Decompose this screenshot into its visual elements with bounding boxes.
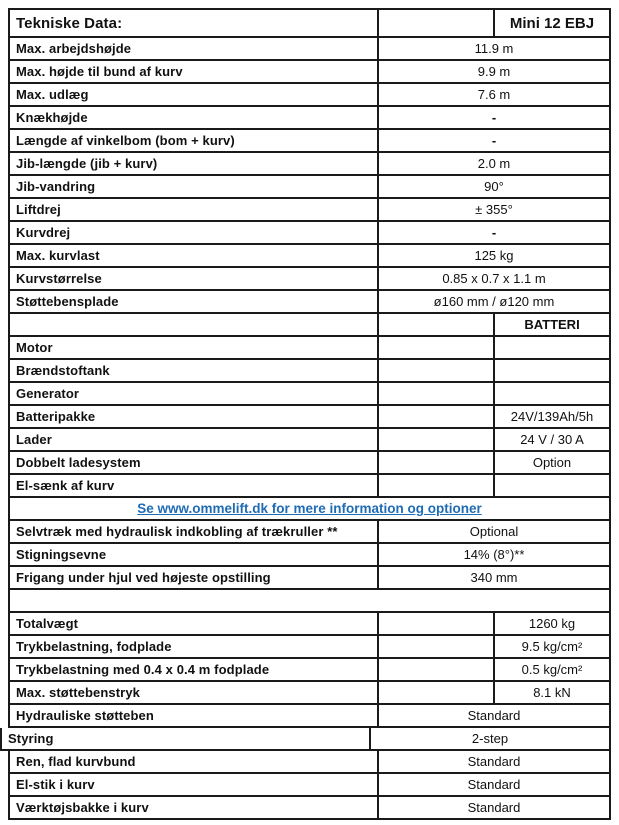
row-value: Option [493,452,609,473]
row-label: Hydrauliske støtteben [16,708,154,723]
row-label: Kurvstørrelse [16,271,102,286]
row-value: Standard [377,774,609,795]
row-label: Max. udlæg [16,87,89,102]
header-spacer-cell [377,10,493,36]
row-label: El-sænk af kurv [16,478,115,493]
table-row [8,176,611,199]
row-value: 14% (8°)** [377,544,609,565]
technical-data-table [8,8,611,820]
row-value: 0.5 kg/cm² [493,659,609,680]
row-label: Trykbelastning, fodplade [16,639,172,654]
model-name: Mini 12 EBJ [493,10,609,36]
row-label: Max. højde til bund af kurv [16,64,183,79]
row-value: Optional [377,521,609,542]
row-label: Værktøjsbakke i kurv [16,800,149,815]
table-row [8,521,611,544]
row-spacer-cell [377,613,493,634]
table-row [8,291,611,314]
row-value: - [377,222,609,243]
table-row [8,567,611,590]
table-row [8,10,611,38]
row-spacer-cell [377,452,493,473]
row-label: Totalvægt [16,616,79,631]
row-value [493,475,609,496]
table-row [8,199,611,222]
table-row [8,314,611,337]
table-row [8,590,611,613]
row-label: Styring [8,731,54,746]
table-row [0,728,611,751]
row-value: ø160 mm / ø120 mm [377,291,609,312]
row-label: Stigningsevne [16,547,107,562]
table-row [8,268,611,291]
row-spacer-cell [377,475,493,496]
row-label: Trykbelastning med 0.4 x 0.4 m fodplade [16,662,270,677]
row-label: Kurvdrej [16,225,71,240]
row-spacer-cell [377,429,493,450]
row-value: 24 V / 30 A [493,429,609,450]
table-row [8,107,611,130]
row-spacer-cell [377,682,493,703]
row-value: 7.6 m [377,84,609,105]
row-value: Standard [377,705,609,726]
row-label: Frigang under hjul ved højeste opstilling [16,570,271,585]
row-spacer-cell [377,337,493,358]
table-row [8,222,611,245]
row-label: Brændstoftank [16,363,110,378]
row-value: 2-step [369,728,609,749]
row-label: Lader [16,432,52,447]
table-row [8,544,611,567]
table-row [8,429,611,452]
row-label: Max. støttebenstryk [16,685,140,700]
table-row [8,797,611,820]
table-row [8,774,611,797]
row-label: Batteripakke [16,409,96,424]
row-label: Jib-vandring [16,179,96,194]
row-value: 8.1 kN [493,682,609,703]
row-value: 1260 kg [493,613,609,634]
row-value: 11.9 m [377,38,609,59]
table-row [8,498,611,521]
row-value [493,337,609,358]
row-value: Standard [377,751,609,772]
row-value: 9.9 m [377,61,609,82]
table-row [8,153,611,176]
row-value: 2.0 m [377,153,609,174]
row-value: - [377,130,609,151]
row-spacer-cell [377,659,493,680]
row-value [493,360,609,381]
row-label: Generator [16,386,80,401]
row-spacer-cell [377,406,493,427]
table-row [8,383,611,406]
row-label: Motor [16,340,53,355]
empty-row-cell [10,590,609,611]
column-header-batteri: BATTERI [493,314,609,335]
row-value: Standard [377,797,609,818]
row-spacer-cell [377,314,493,335]
row-value: 90° [377,176,609,197]
ommelift-link[interactable]: Se www.ommelift.dk for mere information og optioner [137,501,482,516]
table-row [8,751,611,774]
table-row [8,360,611,383]
row-value: 340 mm [377,567,609,588]
row-value: 9.5 kg/cm² [493,636,609,657]
table-row [8,659,611,682]
row-value: 125 kg [377,245,609,266]
row-value: 24V/139Ah/5h [493,406,609,427]
table-row [8,475,611,498]
table-row [8,452,611,475]
page-title: Tekniske Data: [16,14,123,32]
table-row [8,705,611,728]
row-label: Max. kurvlast [16,248,100,263]
row-label: Max. arbejdshøjde [16,41,132,56]
row-label: Jib-længde (jib + kurv) [16,156,158,171]
row-spacer-cell [377,360,493,381]
row-label: Ren, flad kurvbund [16,754,136,769]
row-spacer-cell [377,636,493,657]
table-row [8,613,611,636]
row-label: Længde af vinkelbom (bom + kurv) [16,133,235,148]
row-label: Dobbelt ladesystem [16,455,141,470]
row-value: ± 355° [377,199,609,220]
row-value: 0.85 x 0.7 x 1.1 m [377,268,609,289]
table-row [8,406,611,429]
table-row [8,84,611,107]
row-label: Støttebensplade [16,294,119,309]
table-row [8,245,611,268]
table-row [8,636,611,659]
row-spacer-cell [377,383,493,404]
row-label: Liftdrej [16,202,61,217]
table-row [8,130,611,153]
table-row [8,682,611,705]
row-label: Selvtræk med hydraulisk indkobling af trækruller ** [16,524,338,539]
table-row [8,61,611,84]
row-label: Knækhøjde [16,110,88,125]
row-label: El-stik i kurv [16,777,95,792]
row-value: - [377,107,609,128]
row-label [10,314,377,335]
row-value [493,383,609,404]
link-row-cell [10,498,609,519]
table-row [8,337,611,360]
table-row [8,38,611,61]
